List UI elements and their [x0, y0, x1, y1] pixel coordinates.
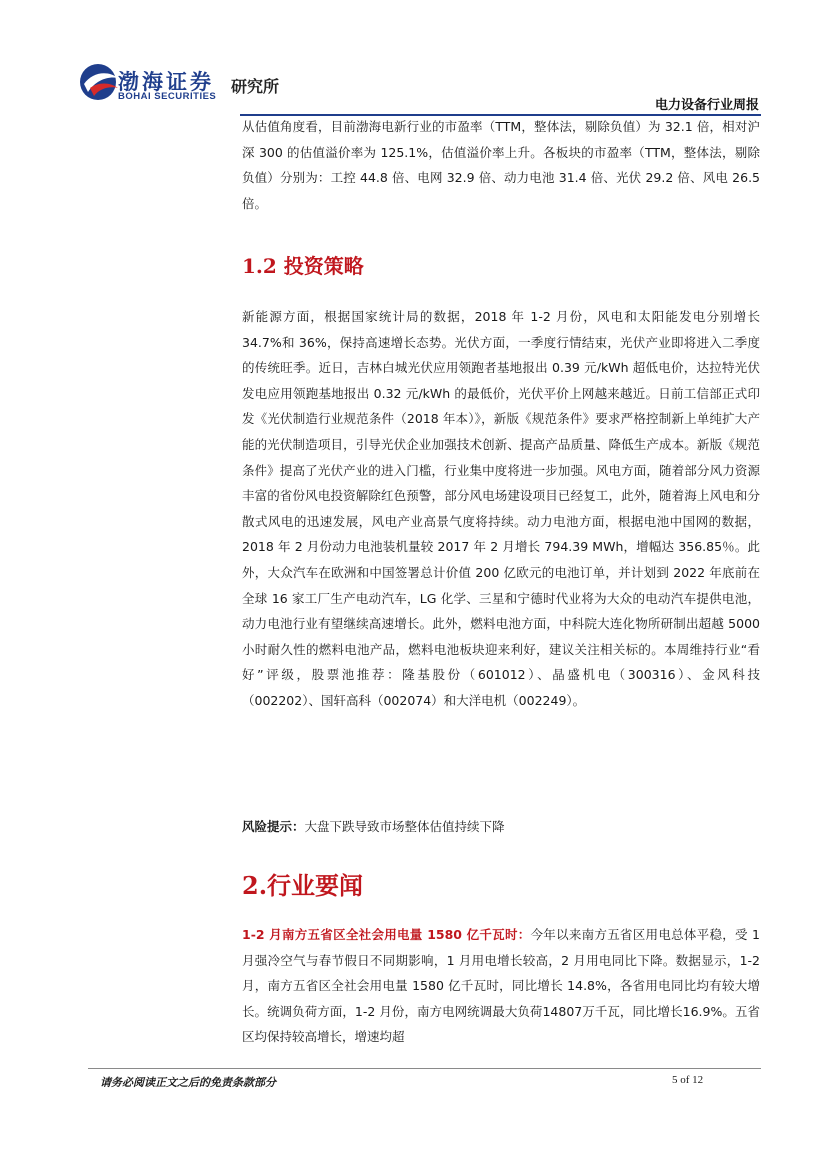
section-2-heading: 2.行业要闻: [242, 871, 364, 900]
page-number: 5 of 12: [672, 1074, 704, 1086]
news-body: 今年以来南方五省区用电总体平稳，受 1 月强冷空气与春节假日不同期影响，1 月用电增长较高，2 月用电同比下降。数据显示，1-2 月，南方五省区全社会用电量 1580 亿千瓦时，同比增长 14.8%，各省用电同比均有较大增长。统调负荷方面，1-2 月份，南方电网统调最大负荷14807万千瓦，同比增长16.9%。五省区均保持较高增长，增速均超: [242, 927, 760, 1045]
risk-label: 风险提示：: [242, 819, 305, 834]
report-type: 电力设备行业周报: [654, 98, 759, 113]
section-1-2-heading: 1.2 投资策略: [242, 254, 364, 278]
brand-name-cn: 渤海证券: [118, 69, 214, 94]
risk-paragraph: [242, 814, 760, 840]
institute-label: 研究所: [231, 77, 280, 96]
strategy-paragraph: 新能源方面，根据国家统计局的数据，2018 年 1-2 月份，风电和太阳能发电分别增长 34.7%和 36%，保持高速增长态势。光伏方面，一季度行情结束，光伏产业即将进入二季度的传统旺季。近日，吉林白城光伏应用领跑者基地报出 0.39 元/kWh 超低电价，达拉特光伏发电应用领跑基地报出 0.32 元/kWh 的最低价，光伏平价上网越来越近。日前工信部正式印发《光伏制造行业规范条件（2018 年本）》，新版《规范条件》要求严格控制新上单纯扩大产能的光伏制造项目，引导光伏企业加强技术创新、提高产品质量、降低生产成本。新版《规范条件》提高了光伏产业的进入门槛，行业集中度将进一步加强。风电方面，随着部分风力资源丰富的省份风电投资解除红色预警，部分风电场建设项目已经复工，此外，随着海上风电和分散式风电的迅速发展，风电产业高景气度将持续。动力电池方面，根据电池中国网的数据，2018 年 2 月份动力电池装机量较 2017 年 2 月增长 794.39 MWh，增幅达 356.85％。此外，大众汽车在欧洲和中国签署总计价值 200 亿欧元的电池订单，并计划到 2022 年底前在全球 16 家工厂生产电动汽车，LG 化学、三星和宁德时代业将为大众的电动汽车提供电池，动力电池行业有望继续高速增长。此外，燃料电池方面，中科院大连化物所研制出超越 5000 小时耐久性的燃料电池产品，燃料电池板块迎来利好，建议关注相关标的。本周维持行业“看好”评级，股票池推荐：隆基股份（601012）、晶盛机电（300316）、金风科技（002202）、国轩高科（002074）和大洋电机（002249）。: [242, 309, 760, 708]
risk-text: 大盘下跌导致市场整体估值持续下降: [304, 819, 505, 834]
brand-name-en: BOHAI SECURITIES: [118, 91, 217, 102]
news-paragraph: [242, 922, 760, 1050]
footer-divider: [88, 1068, 761, 1069]
page-header: [0, 0, 827, 116]
news-headline: 1-2 月南方五省区全社会用电量 1580 亿千瓦时：: [242, 927, 531, 942]
disclaimer-note: 请务必阅读正文之后的免责条款部分: [100, 1076, 276, 1089]
valuation-paragraph: 从估值角度看，目前渤海电新行业的市盈率（TTM，整体法，剔除负值）为 32.1 倍，相对沪深 300 的估值溢价率为 125.1%，估值溢价率上升。各板块的市盈率（TTM，整体法，剔除负值）分别为：工控 44.8 倍、电网 32.9 倍、动力电池 31.4 倍、光伏 29.2 倍、风电 26.5 倍。: [242, 119, 760, 211]
